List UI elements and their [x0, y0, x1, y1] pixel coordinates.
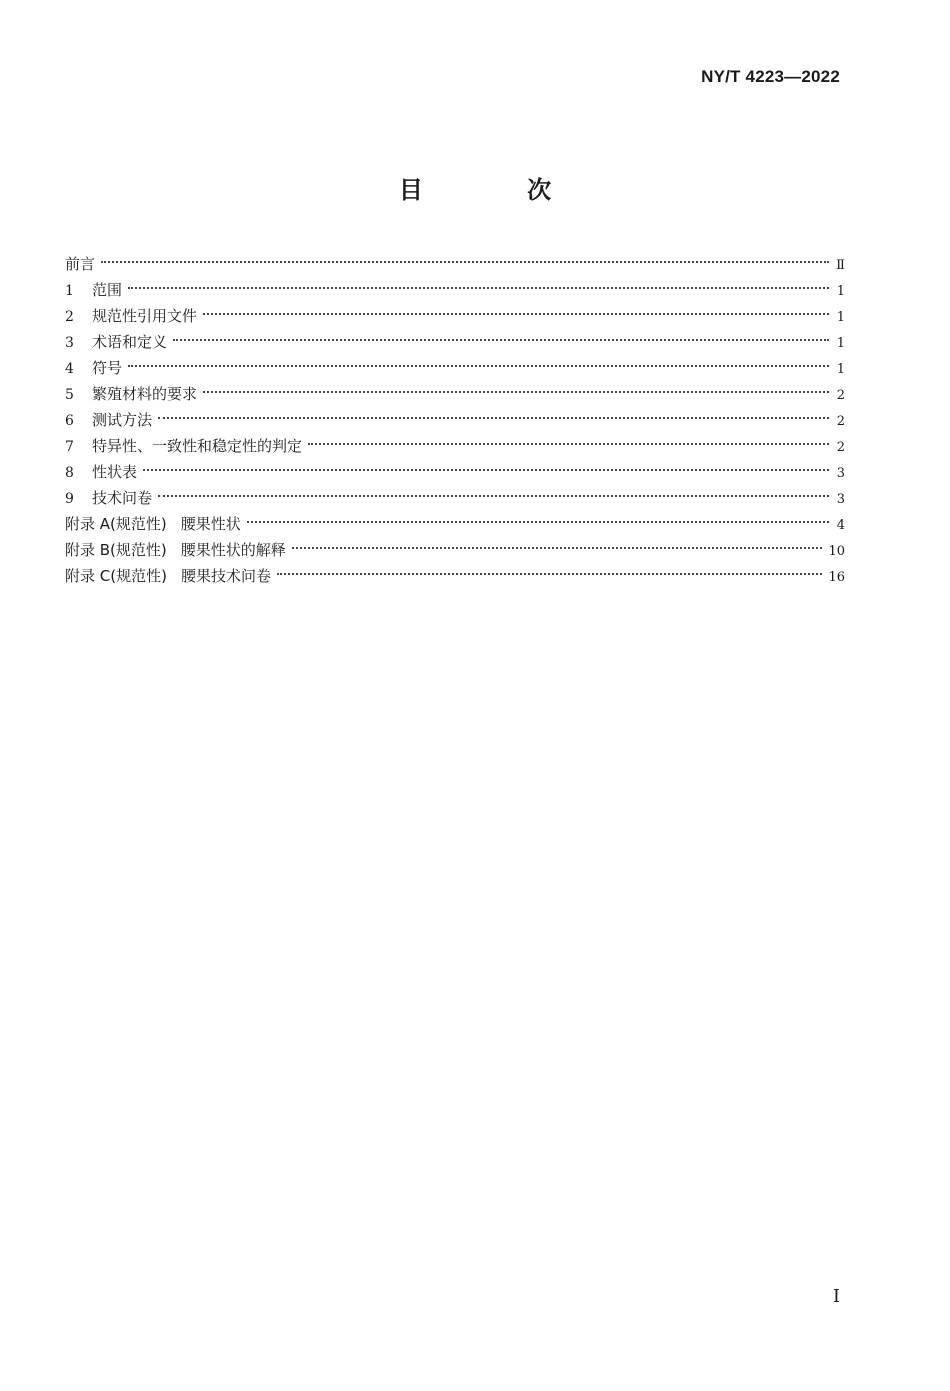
toc-entry-number: 5: [65, 387, 74, 403]
toc-entry-page: 4: [836, 518, 845, 533]
toc-entry-label: 前言: [65, 255, 96, 273]
toc-entry-page: Ⅱ: [836, 258, 845, 273]
page-number: I: [832, 1286, 840, 1307]
dot-leader: [158, 495, 829, 497]
toc-entry-2[interactable]: [65, 303, 845, 329]
toc-entry-number: 2: [65, 309, 74, 325]
standard-code: NY/T 4223—2022: [701, 67, 840, 86]
toc-entry-5[interactable]: [65, 381, 845, 407]
dot-leader: [308, 443, 829, 445]
toc-entry-1[interactable]: [65, 277, 845, 303]
dot-leader: [247, 521, 829, 523]
toc-entry-foreword[interactable]: [65, 251, 845, 277]
dot-leader: [277, 573, 822, 575]
toc-entry-annex-a[interactable]: [65, 511, 845, 537]
toc-entry-page: 1: [836, 284, 845, 299]
toc-entry-page: 2: [836, 414, 845, 429]
dot-leader: [128, 365, 829, 367]
toc-entry-number: 6: [65, 413, 74, 429]
toc-entry-page: 3: [836, 466, 845, 481]
toc-entry-page: 3: [836, 492, 845, 507]
toc-entry-number: 9: [65, 491, 74, 507]
toc-annex-prefix: 附录 B(规范性): [65, 541, 167, 559]
dot-leader: [203, 313, 829, 315]
toc-entry-number: 1: [65, 283, 74, 299]
toc-entry-page: 1: [836, 336, 845, 351]
dot-leader: [101, 261, 829, 263]
toc-entry-9[interactable]: [65, 485, 845, 511]
toc-entry-4[interactable]: [65, 355, 845, 381]
toc-title: 目 次: [398, 176, 600, 204]
toc-entry-label: 范围: [92, 281, 123, 299]
table-of-contents: [65, 251, 845, 589]
dot-leader: [128, 287, 829, 289]
toc-entry-page: 2: [836, 440, 845, 455]
toc-entry-label: 腰果技术问卷: [180, 567, 271, 585]
toc-entry-number: 3: [65, 335, 74, 351]
dot-leader: [173, 339, 829, 341]
toc-entry-number: 8: [65, 465, 74, 481]
toc-entry-number: 7: [65, 439, 74, 455]
toc-entry-label: 技术问卷: [92, 489, 153, 507]
toc-entry-label: 性状表: [92, 463, 138, 481]
toc-entry-label: 规范性引用文件: [92, 307, 198, 325]
toc-entry-3[interactable]: [65, 329, 845, 355]
toc-entry-number: 4: [65, 361, 74, 377]
dot-leader: [143, 469, 829, 471]
toc-entry-6[interactable]: [65, 407, 845, 433]
toc-entry-label: 繁殖材料的要求: [92, 385, 198, 403]
toc-entry-8[interactable]: [65, 459, 845, 485]
toc-entry-annex-c[interactable]: [65, 563, 845, 589]
toc-annex-prefix: 附录 A(规范性): [65, 515, 167, 533]
toc-entry-label: 特异性、一致性和稳定性的判定: [92, 437, 303, 455]
toc-entry-page: 10: [828, 544, 845, 559]
toc-entry-page: 2: [836, 388, 845, 403]
dot-leader: [203, 391, 829, 393]
toc-entry-annex-b[interactable]: [65, 537, 845, 563]
toc-annex-prefix: 附录 C(规范性): [65, 567, 167, 585]
toc-entry-page: 16: [828, 570, 845, 585]
toc-entry-label: 术语和定义: [92, 333, 168, 351]
toc-entry-7[interactable]: [65, 433, 845, 459]
toc-entry-label: 腰果性状: [180, 515, 241, 533]
dot-leader: [158, 417, 829, 419]
dot-leader: [292, 547, 823, 549]
toc-entry-page: 1: [836, 362, 845, 377]
toc-entry-label: 腰果性状的解释: [180, 541, 286, 559]
toc-entry-page: 1: [836, 310, 845, 325]
toc-entry-label: 符号: [92, 359, 123, 377]
toc-entry-label: 测试方法: [92, 411, 153, 429]
